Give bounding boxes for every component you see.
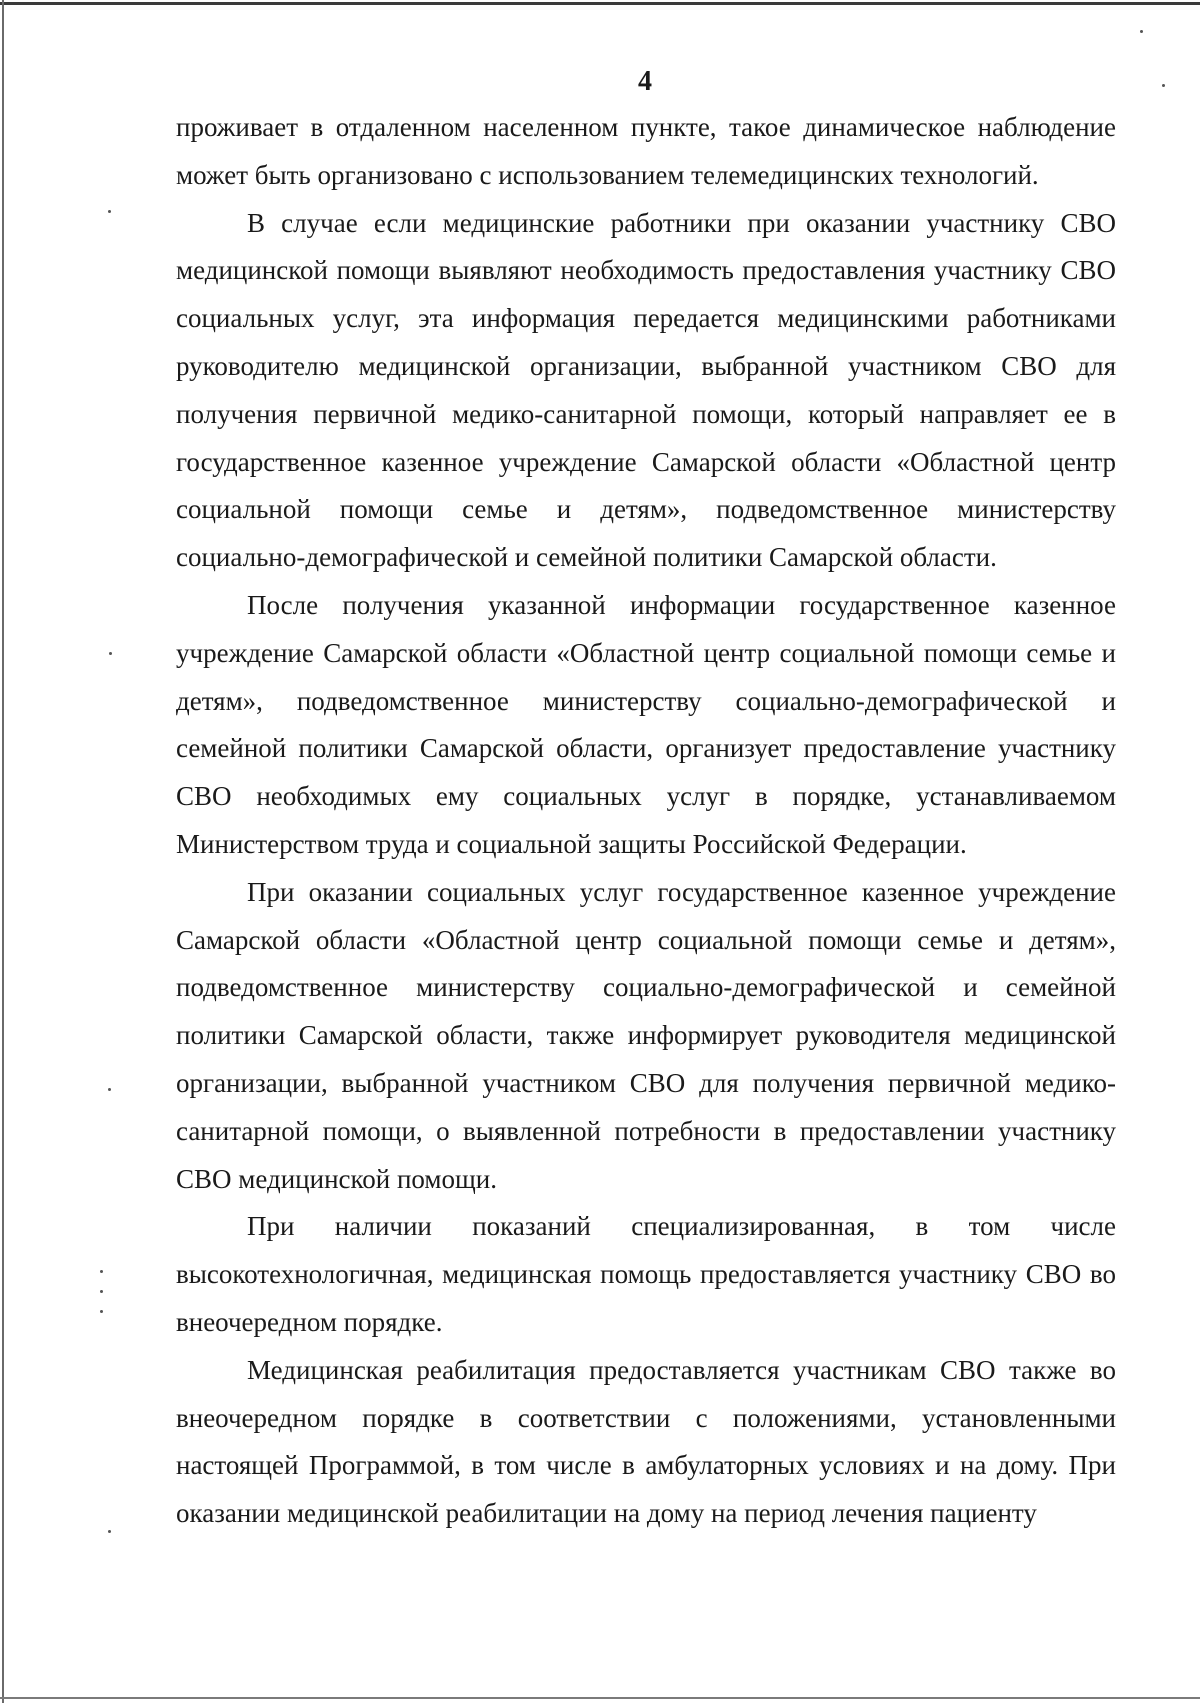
scan-speck (1140, 30, 1143, 33)
page-body (176, 104, 1116, 1538)
scan-left-border (2, 0, 4, 1703)
scan-bottom-border (0, 1697, 1200, 1699)
paragraph: Медицинская реабилитация предоставляется участникам СВО также во внеочередном порядке в соответствии с положениями, установленными настоящей Программой, в том числе в амбулаторных условиях и на дому. При оказании медицинской реабилитации на дому на период лечения пациенту (176, 1354, 1116, 1529)
scan-speck (108, 210, 111, 213)
scan-top-border (0, 2, 1200, 5)
paragraph: При наличии показаний специализированная, в том числе высокотехнологичная, медицинская помощь предоставляется участнику СВО во внеочередном порядке. (176, 1211, 1116, 1337)
scan-speck (108, 1088, 111, 1091)
scan-speck (109, 652, 112, 655)
page-number: 4 (638, 66, 652, 97)
paragraph: После получения указанной информации государственное казенное учреждение Самарской области «Областной центр социальной помощи семье и детям», подведомственное министерству социально-демографической и семейной политики Самарской области, организует предоставление участнику СВО необходимых ему социальных услуг в порядке, устанавливаемом Министерством труда и социальной защиты Российской Федерации. (176, 589, 1116, 859)
scan-speck (100, 1310, 103, 1313)
scan-speck (108, 1530, 111, 1533)
paragraph: В случае если медицинские работники при оказании участнику СВО медицинской помощи выявляют необходимость предоставления участнику СВО социальных услуг, эта информация передается медицинскими работниками руководителю медицинской организации, выбранной участником СВО для получения первичной медико-санитарной помощи, который направляет ее в государственное казенное учреждение Самарской области «Областной центр социальной помощи семье и детям», подведомственное министерству социально-демографической и семейной политики Самарской области. (176, 207, 1116, 573)
scan-speck (100, 1290, 103, 1293)
scan-speck (100, 1270, 103, 1273)
paragraph: При оказании социальных услуг государственное казенное учреждение Самарской области «Областной центр социальной помощи семье и детям», подведомственное министерству социально-демографической и семейной политики Самарской области, также информирует руководителя медицинской организации, выбранной участником СВО для получения первичной медико-санитарной помощи, о выявленной потребности в предоставлении участнику СВО медицинской помощи. (176, 876, 1116, 1194)
paragraph: проживает в отдаленном населенном пункте, такое динамическое наблюдение может быть организовано с использованием телемедицинских технологий. (176, 112, 1116, 190)
